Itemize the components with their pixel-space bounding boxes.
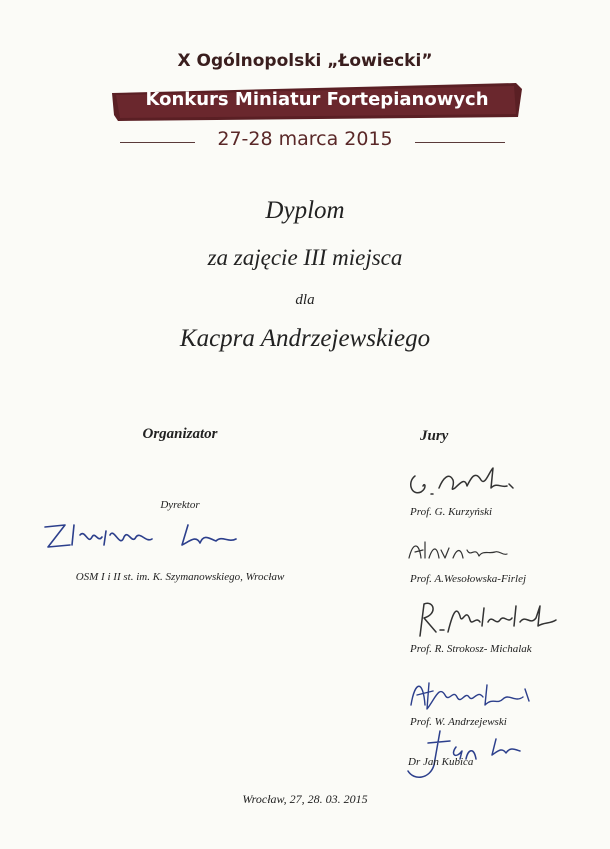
signature-andrzejewski: [405, 675, 535, 715]
recipient-name: Kacpra Andrzejewskiego: [179, 325, 431, 352]
diploma-title: Dyplom: [265, 197, 345, 224]
date-divider-right: [415, 142, 505, 143]
jury-member-strokosz: Prof. R. Strokosz- Michalak: [410, 643, 532, 655]
competition-date: 27-28 marca 2015: [217, 128, 393, 150]
jury-member-andrzejewski: Prof. W. Andrzejewski: [410, 716, 507, 728]
diploma-for: dla: [295, 292, 315, 308]
competition-edition: X Ogólnopolski „Łowiecki”: [177, 51, 433, 71]
jury-heading: Jury: [420, 428, 449, 444]
signature-kurzynski: [405, 458, 520, 503]
competition-date-row: [0, 128, 610, 158]
diploma-place: za zajęcie III miejsca: [207, 245, 403, 270]
signature-strokosz: [410, 596, 560, 641]
organizer-heading: Organizator: [142, 426, 218, 442]
competition-banner: [112, 83, 522, 121]
signature-kubica: [400, 725, 525, 785]
jury-member-wesolowska: Prof. A.Wesołowska-Firlej: [410, 573, 527, 585]
jury-member-kurzynski: Prof. G. Kurzyński: [410, 506, 493, 518]
director-signature: [40, 515, 250, 555]
place-and-date: Wrocław, 27, 28. 03. 2015: [242, 792, 368, 806]
school-name: OSM I i II st. im. K. Szymanowskiego, Wrocław: [75, 571, 285, 583]
jury-member-kubica: Dr Jan Kubica: [408, 756, 474, 768]
director-label: Dyrektor: [160, 499, 200, 511]
banner-title: Konkurs Miniatur Fortepianowych: [145, 89, 489, 110]
signature-wesolowska: [405, 536, 510, 564]
